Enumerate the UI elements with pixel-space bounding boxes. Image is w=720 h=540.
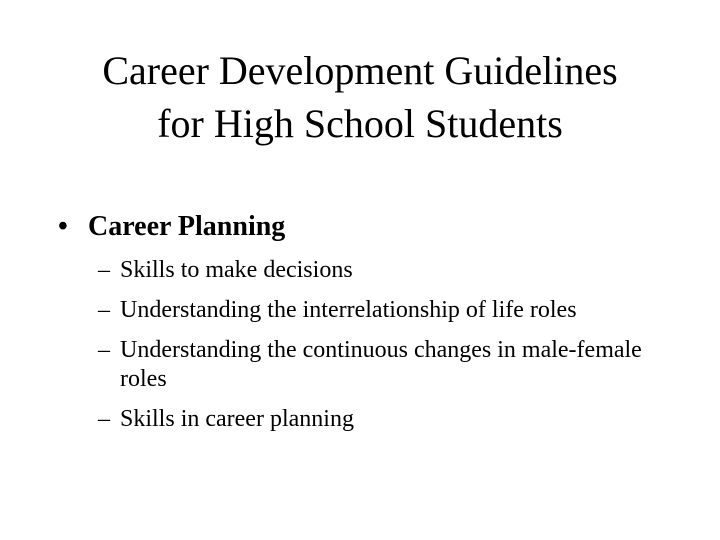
slide-title-line-2: for High School Students bbox=[157, 101, 563, 146]
bullet-label: Career Planning bbox=[88, 211, 286, 242]
sub-bullet-text: Skills to make decisions bbox=[120, 257, 353, 283]
sub-bullet-list bbox=[98, 256, 678, 445]
sub-bullet-text: Understanding the interrelationship of life roles bbox=[120, 297, 577, 323]
sub-bullet-text: Skills in career planning bbox=[120, 406, 354, 432]
sub-bullet-item bbox=[98, 336, 678, 394]
slide-title-line-1: Career Development Guidelines bbox=[102, 48, 618, 93]
dash-marker: – bbox=[98, 337, 110, 363]
sub-bullet-item bbox=[98, 256, 678, 285]
dash-marker: – bbox=[98, 297, 110, 323]
slide-title bbox=[0, 44, 720, 150]
sub-bullet-text: Understanding the continuous changes in male-female roles bbox=[120, 337, 642, 392]
dash-marker: – bbox=[98, 406, 110, 432]
dash-marker: – bbox=[98, 257, 110, 283]
sub-bullet-item bbox=[98, 296, 678, 325]
bullet-marker: • bbox=[58, 211, 68, 242]
bullet-career-planning bbox=[58, 207, 285, 247]
sub-bullet-item bbox=[98, 405, 678, 434]
